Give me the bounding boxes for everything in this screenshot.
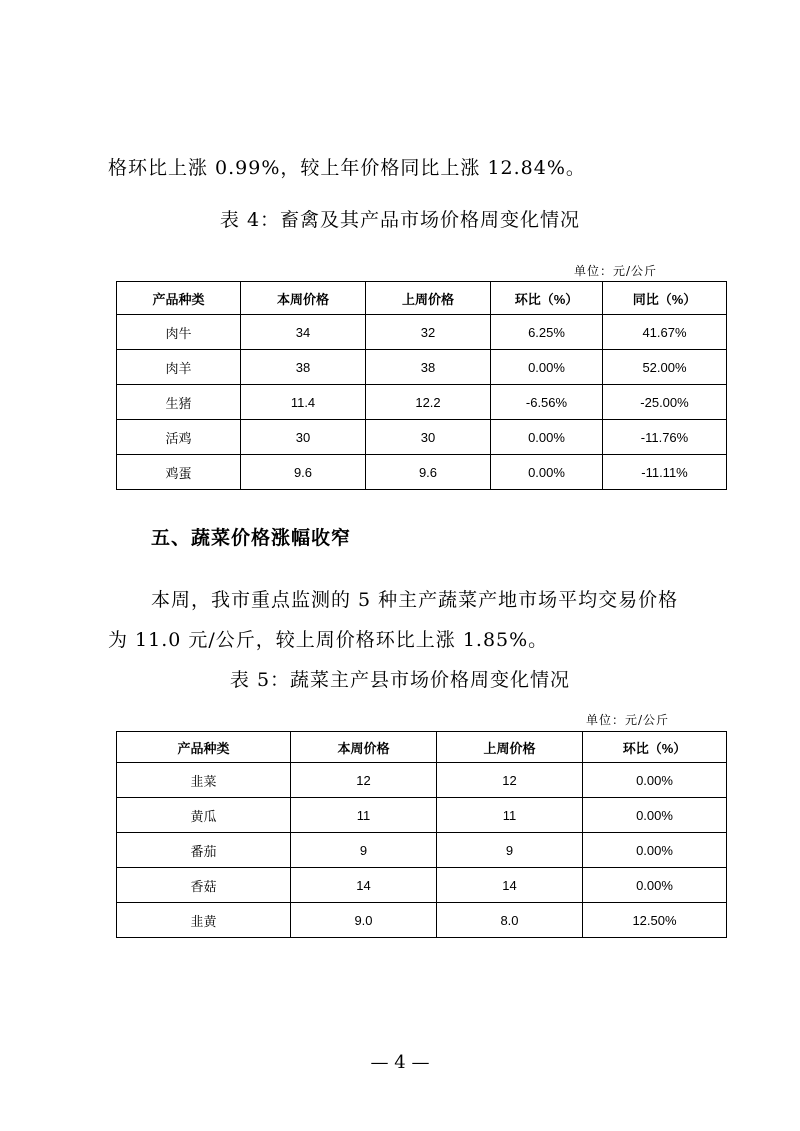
table-cell: 黄瓜	[117, 798, 291, 833]
table-cell: 14	[291, 868, 437, 903]
table5-header-cell: 产品种类	[117, 732, 291, 763]
table-cell: 34	[241, 315, 366, 350]
intro-line: 格环比上涨 0.99%，较上年价格同比上涨 12.84%。	[108, 157, 586, 179]
table-cell: 9.6	[366, 455, 491, 490]
table5-unit: 单位：元/公斤	[586, 713, 670, 727]
table-cell: 52.00%	[603, 350, 727, 385]
table4-header-cell: 本周价格	[241, 282, 366, 315]
table5	[116, 731, 727, 938]
table-cell: 6.25%	[491, 315, 603, 350]
table5-header-cell: 上周价格	[437, 732, 583, 763]
table-row	[117, 350, 727, 385]
table-cell: 12.2	[366, 385, 491, 420]
table-cell: 38	[366, 350, 491, 385]
table-row	[117, 385, 727, 420]
table-cell: 鸡蛋	[117, 455, 241, 490]
table-cell: 14	[437, 868, 583, 903]
table-cell: -6.56%	[491, 385, 603, 420]
table-row	[117, 315, 727, 350]
table4-header-row	[117, 282, 727, 315]
table-cell: 0.00%	[583, 868, 727, 903]
table-cell: 30	[366, 420, 491, 455]
table-cell: 9.6	[241, 455, 366, 490]
page-number: — 4 —	[370, 1052, 430, 1073]
table-cell: 12	[437, 763, 583, 798]
table-cell: 8.0	[437, 903, 583, 938]
table4	[116, 281, 727, 490]
table-cell: -11.76%	[603, 420, 727, 455]
table-cell: 11	[291, 798, 437, 833]
table-row	[117, 903, 727, 938]
table-cell: 活鸡	[117, 420, 241, 455]
table-row	[117, 455, 727, 490]
table-cell: 0.00%	[583, 833, 727, 868]
section5-para-line1: 本周，我市重点监测的 5 种主产蔬菜产地市场平均交易价格	[151, 589, 679, 611]
table-cell: 41.67%	[603, 315, 727, 350]
table4-header-cell: 环比（%）	[491, 282, 603, 315]
section5-para-line2: 为 11.0 元/公斤，较上周价格环比上涨 1.85%。	[108, 629, 549, 651]
table-cell: -25.00%	[603, 385, 727, 420]
table-cell: 番茄	[117, 833, 291, 868]
table5-header-row	[117, 732, 727, 763]
table5-header-cell: 环比（%）	[583, 732, 727, 763]
table-cell: 11.4	[241, 385, 366, 420]
table-row	[117, 798, 727, 833]
table-row	[117, 420, 727, 455]
table-cell: 韭黄	[117, 903, 291, 938]
table-cell: 韭菜	[117, 763, 291, 798]
table4-unit: 单位：元/公斤	[574, 264, 658, 278]
table5-caption: 表 5：蔬菜主产县市场价格周变化情况	[229, 669, 571, 691]
table-cell: 38	[241, 350, 366, 385]
table4-caption: 表 4：畜禽及其产品市场价格周变化情况	[219, 209, 581, 231]
table-cell: 9.0	[291, 903, 437, 938]
table-cell: 0.00%	[583, 763, 727, 798]
table-cell: 12	[291, 763, 437, 798]
table-cell: 0.00%	[491, 455, 603, 490]
table-cell: 0.00%	[583, 798, 727, 833]
table4-header-cell: 同比（%）	[603, 282, 727, 315]
table4-header-cell: 上周价格	[366, 282, 491, 315]
table-cell: 32	[366, 315, 491, 350]
table-cell: 11	[437, 798, 583, 833]
table-cell: 0.00%	[491, 420, 603, 455]
table-row	[117, 868, 727, 903]
table4-header-cell: 产品种类	[117, 282, 241, 315]
table-row	[117, 763, 727, 798]
table-cell: 0.00%	[491, 350, 603, 385]
table-cell: 肉牛	[117, 315, 241, 350]
table-cell: 9	[291, 833, 437, 868]
table-cell: 12.50%	[583, 903, 727, 938]
table-cell: -11.11%	[603, 455, 727, 490]
table-cell: 生猪	[117, 385, 241, 420]
section5-heading: 五、蔬菜价格涨幅收窄	[151, 527, 352, 549]
table-cell: 30	[241, 420, 366, 455]
table5-header-cell: 本周价格	[291, 732, 437, 763]
table-cell: 肉羊	[117, 350, 241, 385]
table-row	[117, 833, 727, 868]
table-cell: 香菇	[117, 868, 291, 903]
table-cell: 9	[437, 833, 583, 868]
